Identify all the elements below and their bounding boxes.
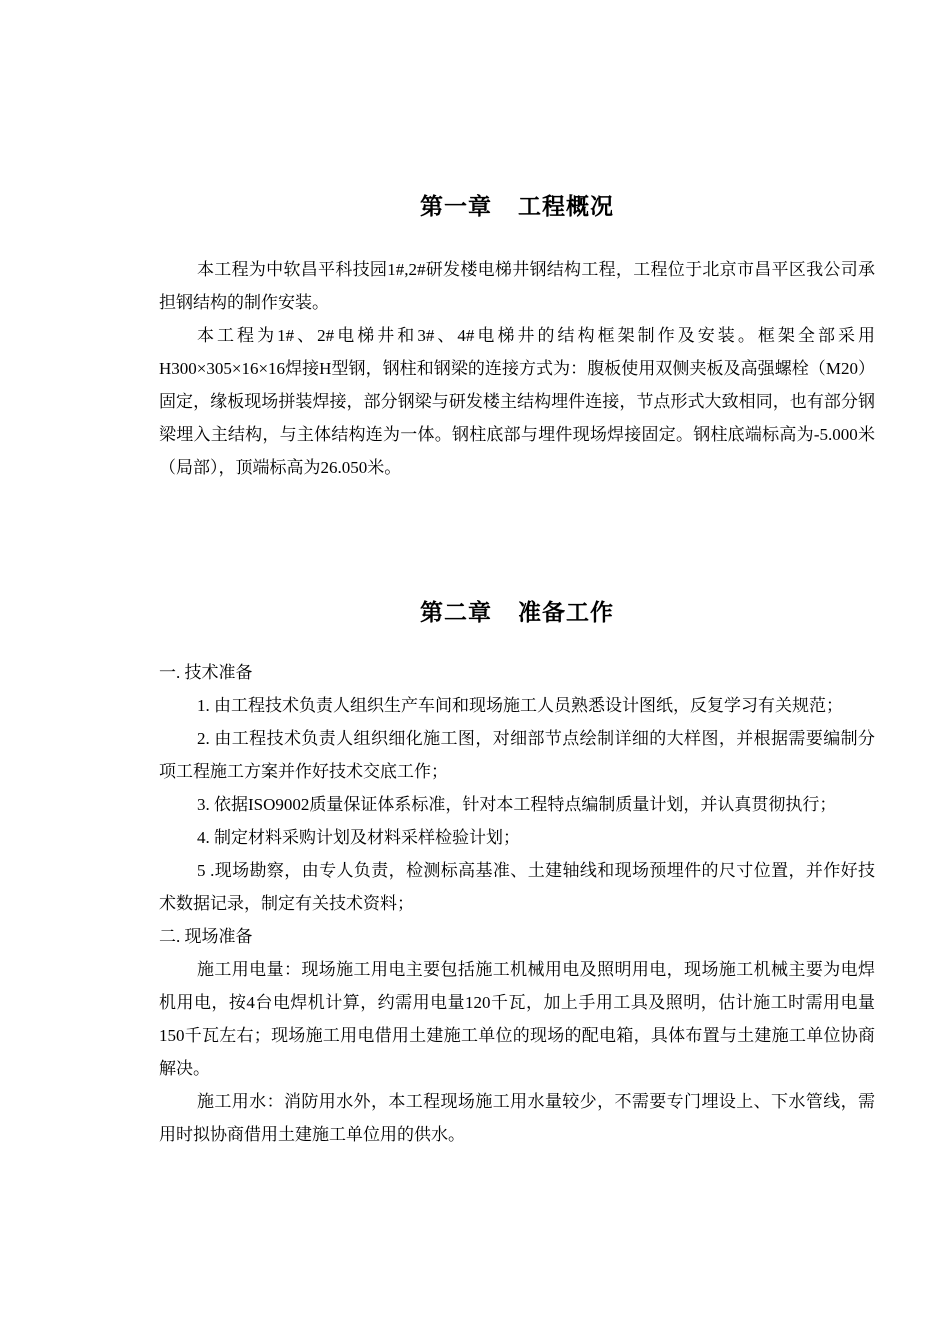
chapter1-paragraph: 本工程为中软昌平科技园1#,2#研发楼电梯井钢结构工程，工程位于北京市昌平区我公司承担钢结构的制作安装。 — [159, 260, 875, 312]
chapter1-paragraph: 本工程为1#、2#电梯井和3#、4#电梯井的结构框架制作及安装。框架全部采用H300×305×16×16焊接H型钢，钢柱和钢梁的连接方式为：腹板使用双侧夹板及高强螺栓（M20）固定，缘板现场拼装焊接，部分钢梁与研发楼主结构埋件连接，节点形式大致相同，也有部分钢梁埋入主结构，与主体结构连为一体。钢柱底部与埋件现场焊接固定。钢柱底端标高为-5.000米（局部），顶端标高为26.050米。 — [159, 326, 875, 477]
chapter1-body — [159, 253, 875, 484]
list-item: 2. 由工程技术负责人组织细化施工图，对细部节点绘制详细的大样图，并根据需要编制分项工程施工方案并作好技术交底工作； — [159, 729, 875, 781]
section-heading: 二. 现场准备 — [159, 927, 253, 946]
list-item: 1. 由工程技术负责人组织生产车间和现场施工人员熟悉设计图纸，反复学习有关规范； — [197, 696, 843, 715]
chapter2-name: 准备工作 — [518, 600, 614, 626]
body-paragraph: 施工用电量：现场施工用电主要包括施工机械用电及照明用电，现场施工机械主要为电焊机用电，按4台电焊机计算，约需用电量120千瓦，加上手用工具及照明，估计施工时需用电量150千瓦左右；现场施工用电借用土建施工单位的现场的配电箱，具体布置与土建施工单位协商解决。 — [159, 960, 875, 1078]
chapter1-number: 第一章 — [420, 194, 492, 220]
chapter1-name: 工程概况 — [518, 194, 614, 220]
chapter2-body — [159, 656, 875, 1151]
body-paragraph: 施工用水：消防用水外，本工程现场施工用水量较少，不需要专门埋设上、下水管线，需用时拟协商借用土建施工单位用的供水。 — [159, 1092, 875, 1144]
list-item: 4. 制定材料采购计划及材料采样检验计划； — [197, 828, 520, 847]
chapter1-title — [159, 188, 875, 221]
chapter2-title — [159, 594, 875, 627]
list-item: 3. 依据ISO9002质量保证体系标准，针对本工程特点编制质量计划，并认真贯彻执行； — [197, 795, 837, 814]
chapter2-number: 第二章 — [420, 600, 492, 626]
section-heading: 一. 技术准备 — [159, 663, 253, 682]
list-item: 5 .现场勘察，由专人负责，检测标高基准、土建轴线和现场预埋件的尺寸位置，并作好技术数据记录，制定有关技术资料； — [159, 861, 875, 913]
